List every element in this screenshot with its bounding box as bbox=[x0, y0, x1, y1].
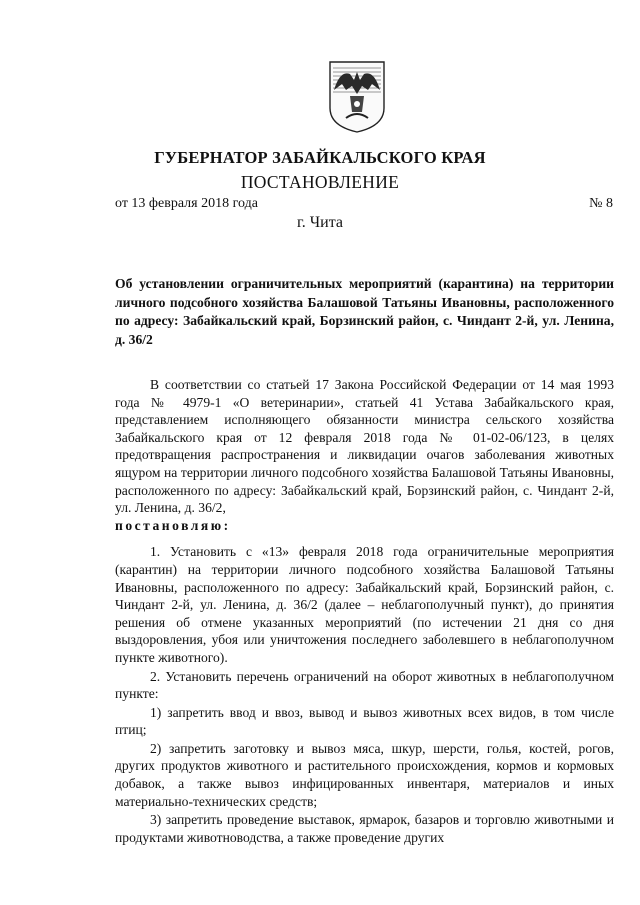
item-2-1-paragraph: 1) запретить ввод и ввоз, вывод и вывоз животных всех видов, в том числе птиц; bbox=[115, 704, 614, 738]
item-2-3-paragraph: 3) запретить проведение выставок, ярмарок, базаров и торговлю животными и продуктами животноводства, а также проведение других bbox=[115, 812, 614, 845]
document-number: № 8 bbox=[589, 196, 613, 211]
document-body bbox=[115, 376, 614, 847]
decree-word: постановляю: bbox=[115, 517, 231, 533]
document-type: ПОСТАНОВЛЕНИЕ bbox=[240, 172, 400, 192]
item-1-paragraph: 1. Установить с «13» февраля 2018 года ограничительные мероприятия (карантин) на территории личного подсобного хозяйства Балашовой Татьяны Ивановны, расположенного по адресу: Забайкальский край, Борзинский район, с. Чиндант 2-й, ул. Ленина, д. 36/2 (далее – неблагополучный пункт), до принятия решения об отмене указанных мероприятий (по истечении 21 дня со дня выздоровления, убоя или уничтожения последнего заболевшего в неблагополучном пункте животного). bbox=[115, 544, 614, 665]
item-2-paragraph: 2. Установить перечень ограничений на оборот животных в неблагополучном пункте: bbox=[115, 668, 614, 702]
preamble-text: В соответствии со статьей 17 Закона Российской Федерации от 14 мая 1993 года № 4979-1 «О ветеринарии», статьей 41 Устава Забайкальского края, представлением исполняющего обязанности министра сельского хозяйства Забайкальского края от 12 февраля 2018 года № 01-02-06/123, в целях предотвращения распространения и ликвидации очагов заболевания животных ящуром на территории личного подсобного хозяйства Балашовой Татьяны Ивановны, расположенного по адресу: Забайкальский край, Борзинский район, с. Чиндант 2-й, ул. Ленина, д. 36/2, bbox=[115, 377, 614, 516]
item-2-2-paragraph: 2) запретить заготовку и вывоз мяса, шкур, шерсти, голья, костей, рогов, других продуктов животного и растительного происхождения, кормов и кормовых добавок, а также вывоз инфицированных инвентаря, материалов и иных материально-технических средств; bbox=[115, 740, 614, 809]
city-name: г. Чита bbox=[296, 214, 343, 231]
coat-of-arms-emblem bbox=[328, 60, 386, 134]
governor-heading: ГУБЕРНАТОР ЗАБАЙКАЛЬСКОГО КРАЯ bbox=[154, 148, 486, 167]
document-date: от 13 февраля 2018 года bbox=[115, 196, 258, 211]
document-title: Об установлении ограничительных мероприятий (карантина) на территории личного подсобного хозяйства Балашовой Татьяны Ивановны, расположенного по адресу: Забайкальский край, Борзинский район, с. Чиндант 2-й, ул. Ленина, д. 36/2 bbox=[115, 276, 614, 347]
preamble-paragraph bbox=[115, 376, 614, 534]
